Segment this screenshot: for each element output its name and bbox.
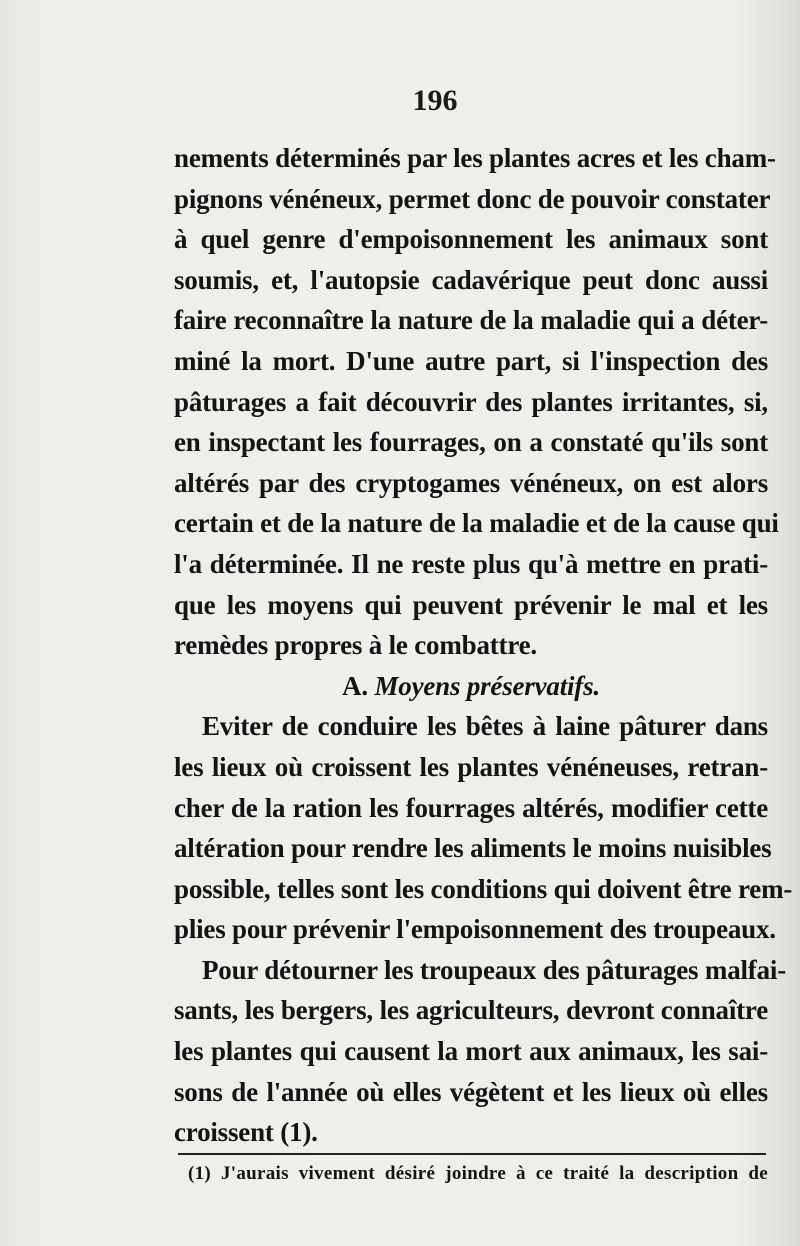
text-line: les plantes qui causent la mort aux animaux, les sai- bbox=[174, 1036, 768, 1067]
text-line: altérés par des cryptogames vénéneux, on est alors bbox=[174, 467, 768, 498]
text-line: l'a déterminée. Il ne reste plus qu'à mettre en prati- bbox=[174, 548, 768, 579]
text-line: pâturages a fait découvrir des plantes irritantes, si, bbox=[174, 386, 768, 417]
section-heading-title: Moyens préservatifs. bbox=[374, 670, 600, 701]
text-line: certain et de la nature de la maladie et de la cause qui bbox=[174, 508, 779, 539]
text-line: sants, les bergers, les agriculteurs, devront connaître bbox=[174, 995, 768, 1026]
text-line: cher de la ration les fourrages altérés, modifier cette bbox=[174, 792, 768, 823]
section-heading-letter: A. bbox=[342, 670, 368, 701]
text-line: croissent (1). bbox=[174, 1117, 318, 1148]
main-text bbox=[174, 138, 793, 1153]
text-line: nements déterminés par les plantes acres et les cham- bbox=[174, 143, 776, 173]
text-line: remèdes propres à le combattre. bbox=[174, 630, 537, 661]
text-line: sons de l'année où elles végètent et les lieux où elles bbox=[174, 1076, 768, 1107]
section-heading bbox=[174, 666, 768, 707]
text-line: que les moyens qui peuvent prévenir le mal et les bbox=[174, 589, 768, 620]
text-line: à quel genre d'empoisonnement les animaux sont bbox=[174, 224, 768, 255]
text-line: en inspectant les fourrages, on a constaté qu'ils sont bbox=[174, 427, 768, 458]
text-line: plies pour prévenir l'empoisonnement des troupeaux. bbox=[174, 914, 776, 945]
text-line: possible, telles sont les conditions qui doivent être rem- bbox=[174, 873, 793, 904]
text-line: Pour détourner les troupeaux des pâturages malfai- bbox=[202, 954, 786, 985]
footnote-divider bbox=[178, 1153, 766, 1155]
footnote: (1) J'aurais vivement désiré joindre à ce traité la description de bbox=[188, 1163, 768, 1184]
text-line: les lieux où croissent les plantes vénéneuses, retran- bbox=[174, 751, 768, 782]
text-line: miné la mort. D'une autre part, si l'inspection des bbox=[174, 345, 768, 376]
text-line: faire reconnaître la nature de la maladie qui a déter- bbox=[174, 305, 768, 336]
text-line: soumis, et, l'autopsie cadavérique peut donc aussi bbox=[174, 264, 768, 295]
text-line: Eviter de conduire les bêtes à laine pâturer dans bbox=[202, 711, 768, 742]
page-number: 196 bbox=[412, 84, 458, 117]
text-line: altération pour rendre les aliments le moins nuisibles bbox=[174, 833, 772, 864]
text-line: pignons vénéneux, permet donc de pouvoir constater bbox=[174, 183, 771, 214]
